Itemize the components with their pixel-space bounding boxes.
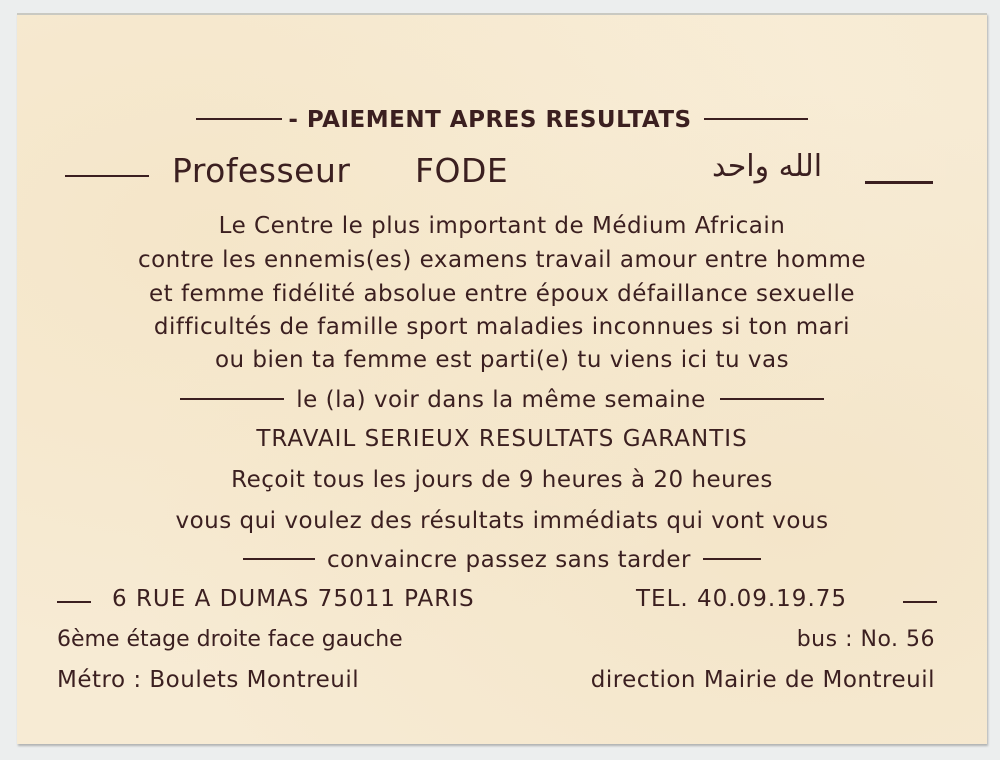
address-rule-left: [57, 601, 91, 603]
arabic-text: الله واحد: [712, 149, 823, 184]
results-line: vous qui voulez des résultats immédiats qui vont vous: [175, 508, 829, 534]
body-line-1: Le Centre le plus important de Médium Africain: [218, 213, 786, 239]
title-rule-left: [65, 175, 149, 177]
title-prefix: Professeur: [172, 151, 351, 190]
rule-left: [243, 558, 315, 560]
body-line-5: ou bien ta femme est parti(e) tu viens ici tu vas: [214, 347, 790, 373]
rule-left: [180, 398, 284, 400]
phone: TEL. 40.09.19.75: [636, 586, 848, 612]
floor-info: 6ème étage droite face gauche: [57, 627, 403, 652]
title-name: FODE: [415, 151, 509, 190]
same-week-line: [17, 387, 987, 413]
hours-line: Reçoit tous les jours de 9 heures à 20 heures: [231, 467, 773, 493]
rule-right: [720, 398, 824, 400]
business-card: [17, 13, 987, 744]
body-line-2: contre les ennemis(es) examens travail amour entre homme: [137, 247, 867, 273]
guarantee-line: TRAVAIL SERIEUX RESULTATS GARANTIS: [256, 426, 748, 452]
address: 6 RUE A DUMAS 75011 PARIS: [112, 586, 475, 612]
payment-header-line: [17, 107, 987, 133]
convince-line: [17, 547, 987, 573]
body-line-3: et femme fidélité absolue entre époux défaillance sexuelle: [148, 281, 856, 307]
rule-right: [703, 558, 761, 560]
body-line-4: difficultés de famille sport maladies inconnues si ton mari: [153, 314, 851, 340]
metro-info: Métro : Boulets Montreuil: [57, 667, 360, 693]
rule-right: [704, 118, 808, 120]
same-week-text: le (la) voir dans la même semaine: [296, 387, 706, 413]
rule-left: [196, 118, 282, 120]
title-rule-right: [865, 181, 933, 184]
bus-info: bus : No. 56: [796, 627, 935, 652]
payment-header: - PAIEMENT APRES RESULTATS: [288, 107, 692, 133]
address-rule-right: [903, 601, 937, 603]
direction-info: direction Mairie de Montreuil: [590, 667, 935, 693]
convince-text: convaincre passez sans tarder: [326, 547, 692, 573]
